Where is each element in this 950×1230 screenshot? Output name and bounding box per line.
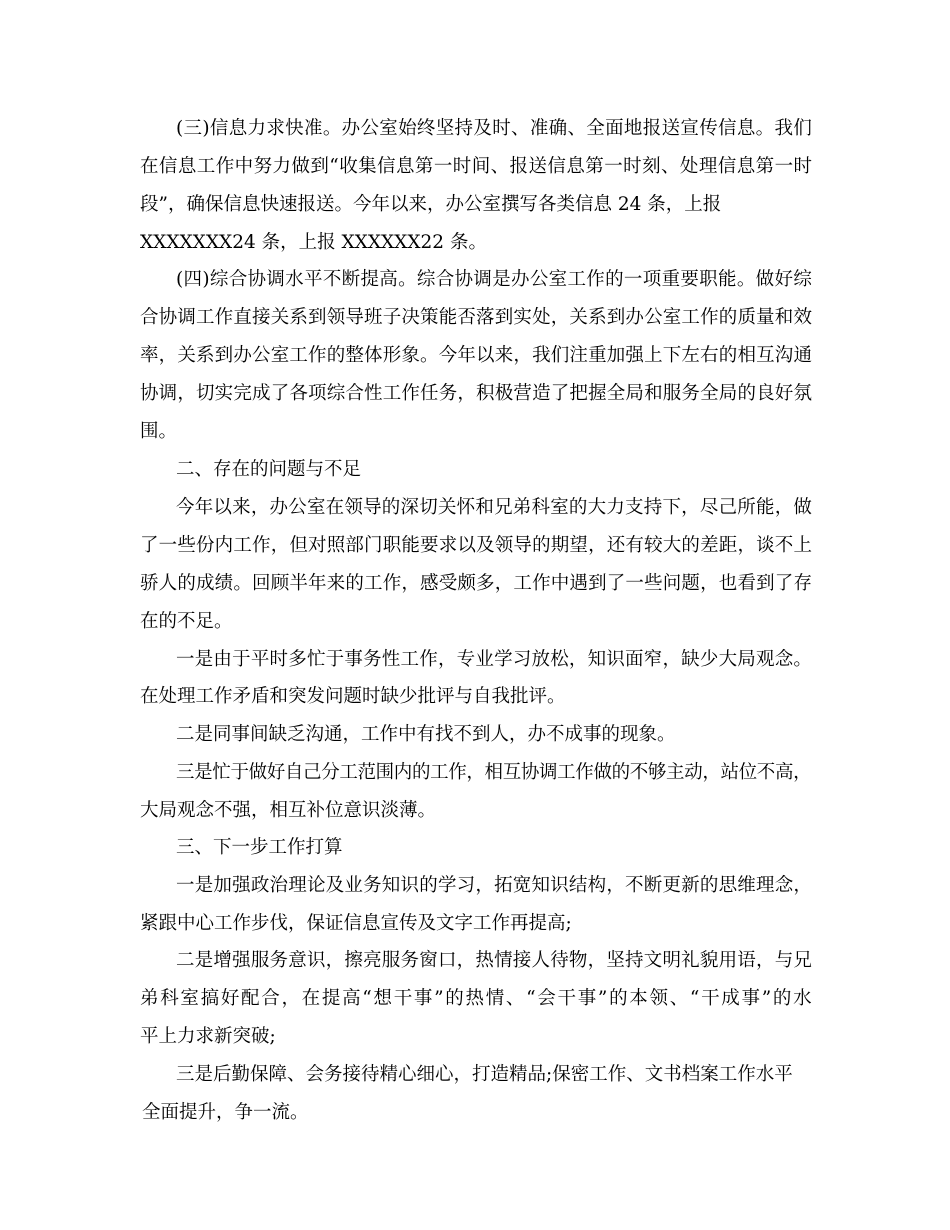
paragraph-4-line-1: (四)综合协调水平不断提高。综合协调是办公室工作的一项重要职能。做好综 [176,269,813,290]
plan-1-line-2: 紧跟中心工作步伐，保证信息宣传及文字工作再提高; [140,913,572,934]
paragraph-4-line-4: 协调，切实完成了各项综合性工作任务，积极营造了把握全局和服务全局的良好氛 [140,383,813,404]
plan-3-line-1: 三是后勤保障、会务接待精心细心，打造精品;保密工作、文书档案工作水平 [176,1064,793,1085]
problem-1-line-1: 一是由于平时多忙于事务性工作，专业学习放松，知识面窄，缺少大局观念。 [176,649,813,670]
problems-intro-line-3: 骄人的成绩。回顾半年来的工作，感受颇多，工作中遇到了一些问题，也看到了存 [140,573,813,594]
paragraph-3-line-4: XXXXXXX24 条，上报 XXXXXX22 条。 [140,232,487,253]
problems-intro-line-4: 在的不足。 [140,611,233,632]
plan-1-line-1: 一是加强政治理论及业务知识的学习，拓宽知识结构，不断更新的思维理念， [176,875,813,896]
problem-1-line-2: 在处理工作矛盾和突发问题时缺少批评与自我批评。 [140,686,566,707]
paragraph-4-line-5: 围。 [140,421,178,442]
plan-2-line-3: 平上力求新突破; [140,1026,276,1047]
paragraph-4-line-3: 率，关系到办公室工作的整体形象。今年以来，我们注重加强上下左右的相互沟通 [140,345,813,366]
section-heading-next-steps: 三、下一步工作打算 [176,837,343,858]
problems-intro-line-2: 了一些份内工作，但对照部门职能要求以及领导的期望，还有较大的差距，谈不上 [140,535,813,556]
plan-2-line-2: 弟科室搞好配合，在提高“想干事”的热情、“会干事”的本领、“干成事”的水 [140,988,814,1009]
plan-2-line-1: 二是增强服务意识，擦亮服务窗口，热情接人待物，坚持文明礼貌用语，与兄 [176,950,813,971]
problem-3-line-2: 大局观念不强，相互补位意识淡薄。 [140,800,437,821]
problem-2-line-1: 二是同事间缺乏沟通，工作中有找不到人，办不成事的现象。 [176,724,676,745]
paragraph-4-line-2: 合协调工作直接关系到领导班子决策能否落到实处，关系到办公室工作的质量和效 [140,307,813,328]
problems-intro-line-1: 今年以来，办公室在领导的深切关怀和兄弟科室的大力支持下，尽己所能，做 [176,497,813,518]
problem-3-line-1: 三是忙于做好自己分工范围内的工作，相互协调工作做的不够主动，站位不高， [176,762,812,783]
plan-3-line-2: 全面提升，争一流。 [142,1102,309,1123]
paragraph-3-line-2: 在信息工作中努力做到“收集信息第一时间、报送信息第一时刻、处理信息第一时 [140,156,813,177]
paragraph-3-line-3: 段”，确保信息快速报送。今年以来，办公室撰写各类信息 24 条，上报 [140,194,722,215]
section-heading-problems: 二、存在的问题与不足 [176,459,362,480]
paragraph-3-line-1: (三)信息力求快准。办公室始终坚持及时、准确、全面地报送宣传信息。我们 [176,118,813,139]
